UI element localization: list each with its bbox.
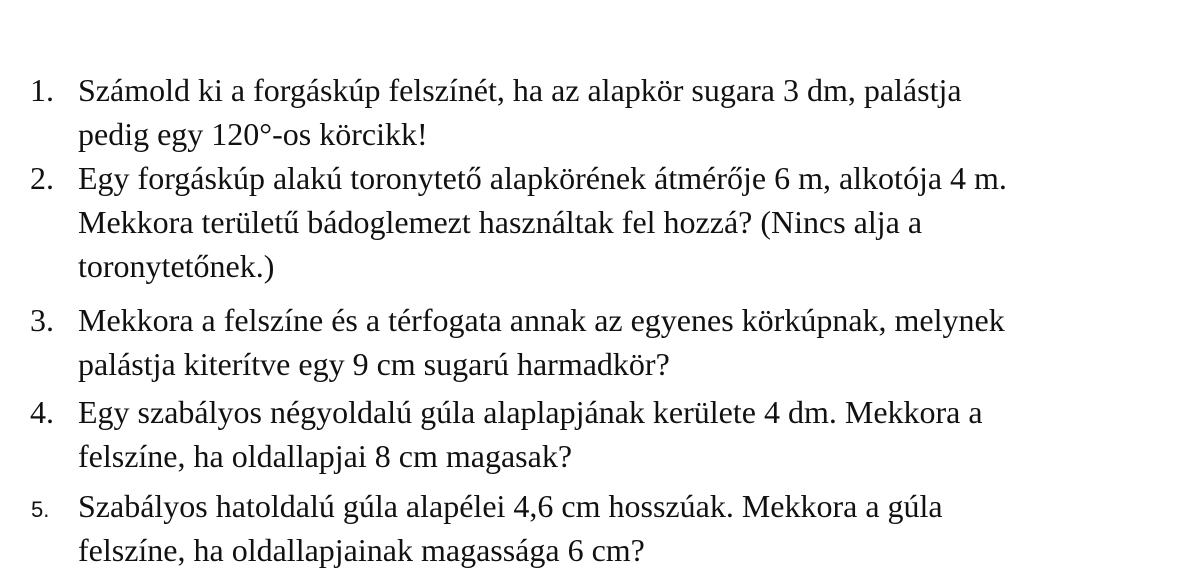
problem-text-line: pedig egy 120°-os körcikk! xyxy=(78,116,428,152)
problem-number: 2. xyxy=(30,160,54,196)
problem-number: 5. xyxy=(31,497,50,522)
problem-number: 1. xyxy=(30,72,54,108)
problem-number: 4. xyxy=(30,394,54,430)
problem-text-line: Egy szabályos négyoldalú gúla alaplapjának kerülete 4 dm. Mekkora a xyxy=(78,394,983,430)
problem-text-line: palástja kiterítve egy 9 cm sugarú harmadkör? xyxy=(78,346,670,382)
problem-number: 3. xyxy=(30,302,54,338)
problem-text-line: Mekkora a felszíne és a térfogata annak az egyenes körkúpnak, melynek xyxy=(78,302,1005,338)
problem-text-line: toronytetőnek.) xyxy=(78,248,275,284)
problem-text-line: Egy forgáskúp alakú toronytető alapkörének átmérője 6 m, alkotója 4 m. xyxy=(78,160,1007,196)
problem-text-line: Mekkora területű bádoglemezt használtak fel hozzá? (Nincs alja a xyxy=(78,204,923,240)
problem-text-line: felszíne, ha oldallapjainak magassága 6 cm? xyxy=(78,532,645,568)
problem-text-line: Számold ki a forgáskúp felszínét, ha az alapkör sugara 3 dm, palástja xyxy=(78,72,962,108)
problem-text-line: felszíne, ha oldallapjai 8 cm magasak? xyxy=(78,438,573,474)
problem-text-line: Szabályos hatoldalú gúla alapélei 4,6 cm hosszúak. Mekkora a gúla xyxy=(78,488,943,524)
